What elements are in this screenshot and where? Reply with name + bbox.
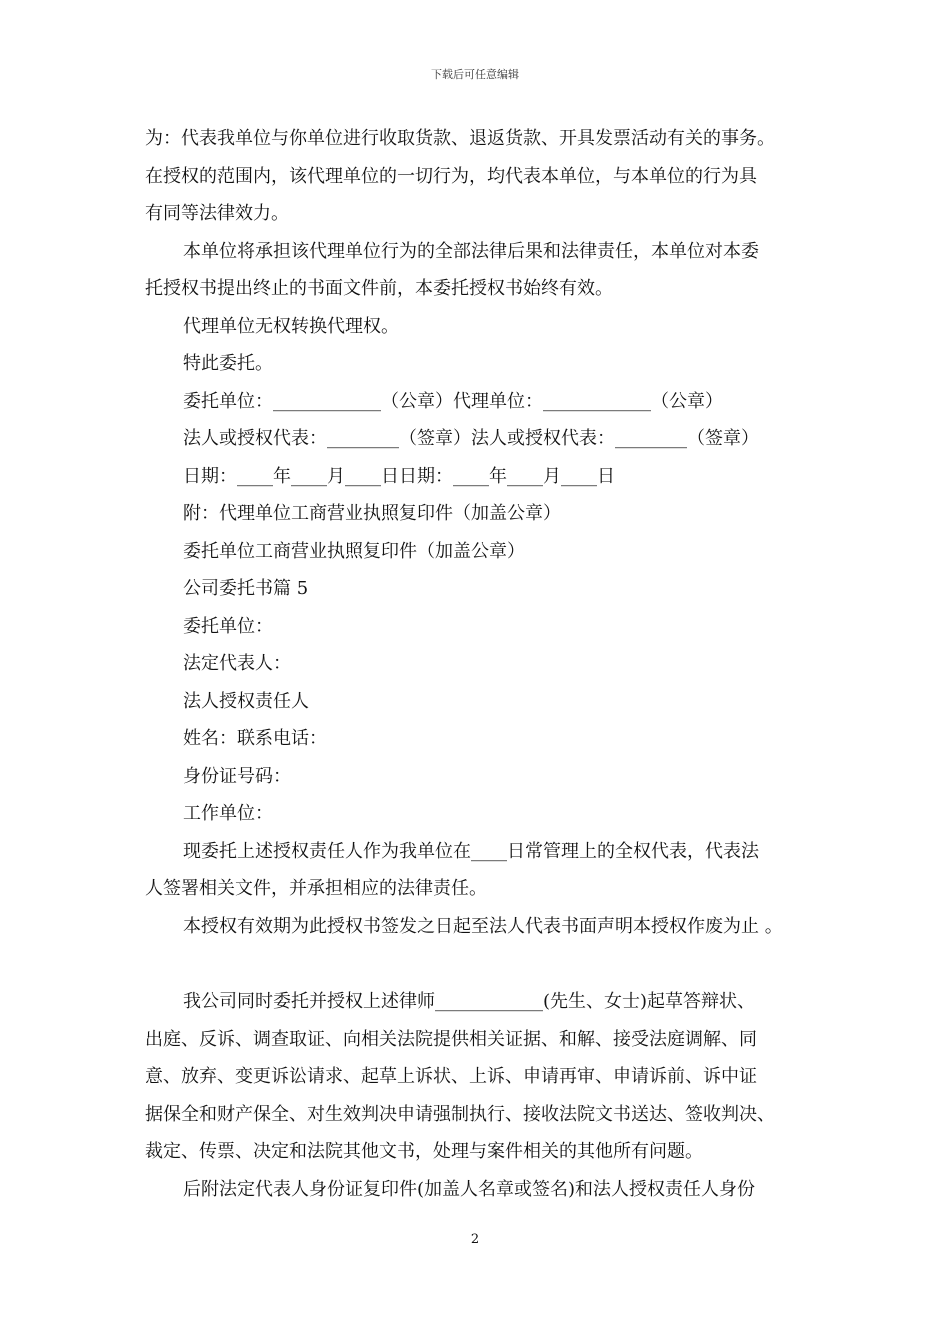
representative-line: 法人或授权代表：________（签章）法人或授权代表：________（签章） xyxy=(183,428,759,449)
text-line: 有同等法律效力。 xyxy=(145,203,289,224)
text-line: 代理单位无权转换代理权。 xyxy=(183,315,399,337)
text-line: 人签署相关文件，并承担相应的法律责任。 xyxy=(145,878,487,899)
page-number: 2 xyxy=(470,1232,480,1247)
text-line: 本授权有效期为此授权书签发之日起至法人代表书面声明本授权作废为止 。 xyxy=(183,915,783,937)
text-line: 据保全和财产保全、对生效判决申请强制执行、接收法院文书送达、签收判决、 xyxy=(145,1103,775,1125)
page-header: 下载后可任意编辑 xyxy=(431,68,519,81)
principal-agent-line: 委托单位：____________（公章）代理单位：____________（公章） xyxy=(183,390,723,412)
blank-line xyxy=(145,945,825,983)
text-line: 后附法定代表人身份证复印件(加盖人名章或签名)和法人授权责任人身份 xyxy=(183,1178,756,1200)
date-line: 日期：____年____月____日日期：____年____月____日 xyxy=(183,465,615,487)
text-line: 本单位将承担该代理单位行为的全部法律后果和法律责任，本单位对本委 xyxy=(183,240,759,262)
text-line: 现委托上述授权责任人作为我单位在____日常管理上的全权代表，代表法 xyxy=(183,840,759,862)
text-line: 在授权的范围内，该代理单位的一切行为，均代表本单位，与本单位的行为具 xyxy=(145,165,757,187)
field-legal-rep: 法定代表人： xyxy=(183,653,291,674)
attachment-line: 委托单位工商营业执照复印件（加盖公章） xyxy=(183,540,525,562)
section-title: 公司委托书篇 5 xyxy=(183,578,309,599)
field-principal: 委托单位： xyxy=(183,615,273,637)
text-line: 托授权书提出终止的书面文件前，本委托授权书始终有效。 xyxy=(145,278,613,299)
text-line: 意、放弃、变更诉讼请求、起草上诉状、上诉、申请再审、申请诉前、诉中证 xyxy=(145,1066,757,1087)
attachment-line: 附：代理单位工商营业执照复印件（加盖公章） xyxy=(183,503,561,524)
text-line: 我公司同时委托并授权上述律师____________(先生、女士)起草答辩状、 xyxy=(183,991,756,1012)
text-line: 出庭、反诉、调查取证、向相关法院提供相关证据、和解、接受法庭调解、同 xyxy=(145,1028,757,1050)
field-authorized-person: 法人授权责任人 xyxy=(183,690,309,712)
document-body xyxy=(145,120,825,1208)
field-name-phone: 姓名：联系电话： xyxy=(183,728,327,749)
text-line: 特此委托。 xyxy=(183,353,273,374)
field-id-number: 身份证号码： xyxy=(183,765,291,787)
text-line: 裁定、传票、决定和法院其他文书，处理与案件相关的其他所有问题。 xyxy=(145,1141,703,1162)
text-line: 为：代表我单位与你单位进行收取货款、退返货款、开具发票活动有关的事务。 xyxy=(145,128,775,149)
field-employer: 工作单位： xyxy=(183,803,273,824)
